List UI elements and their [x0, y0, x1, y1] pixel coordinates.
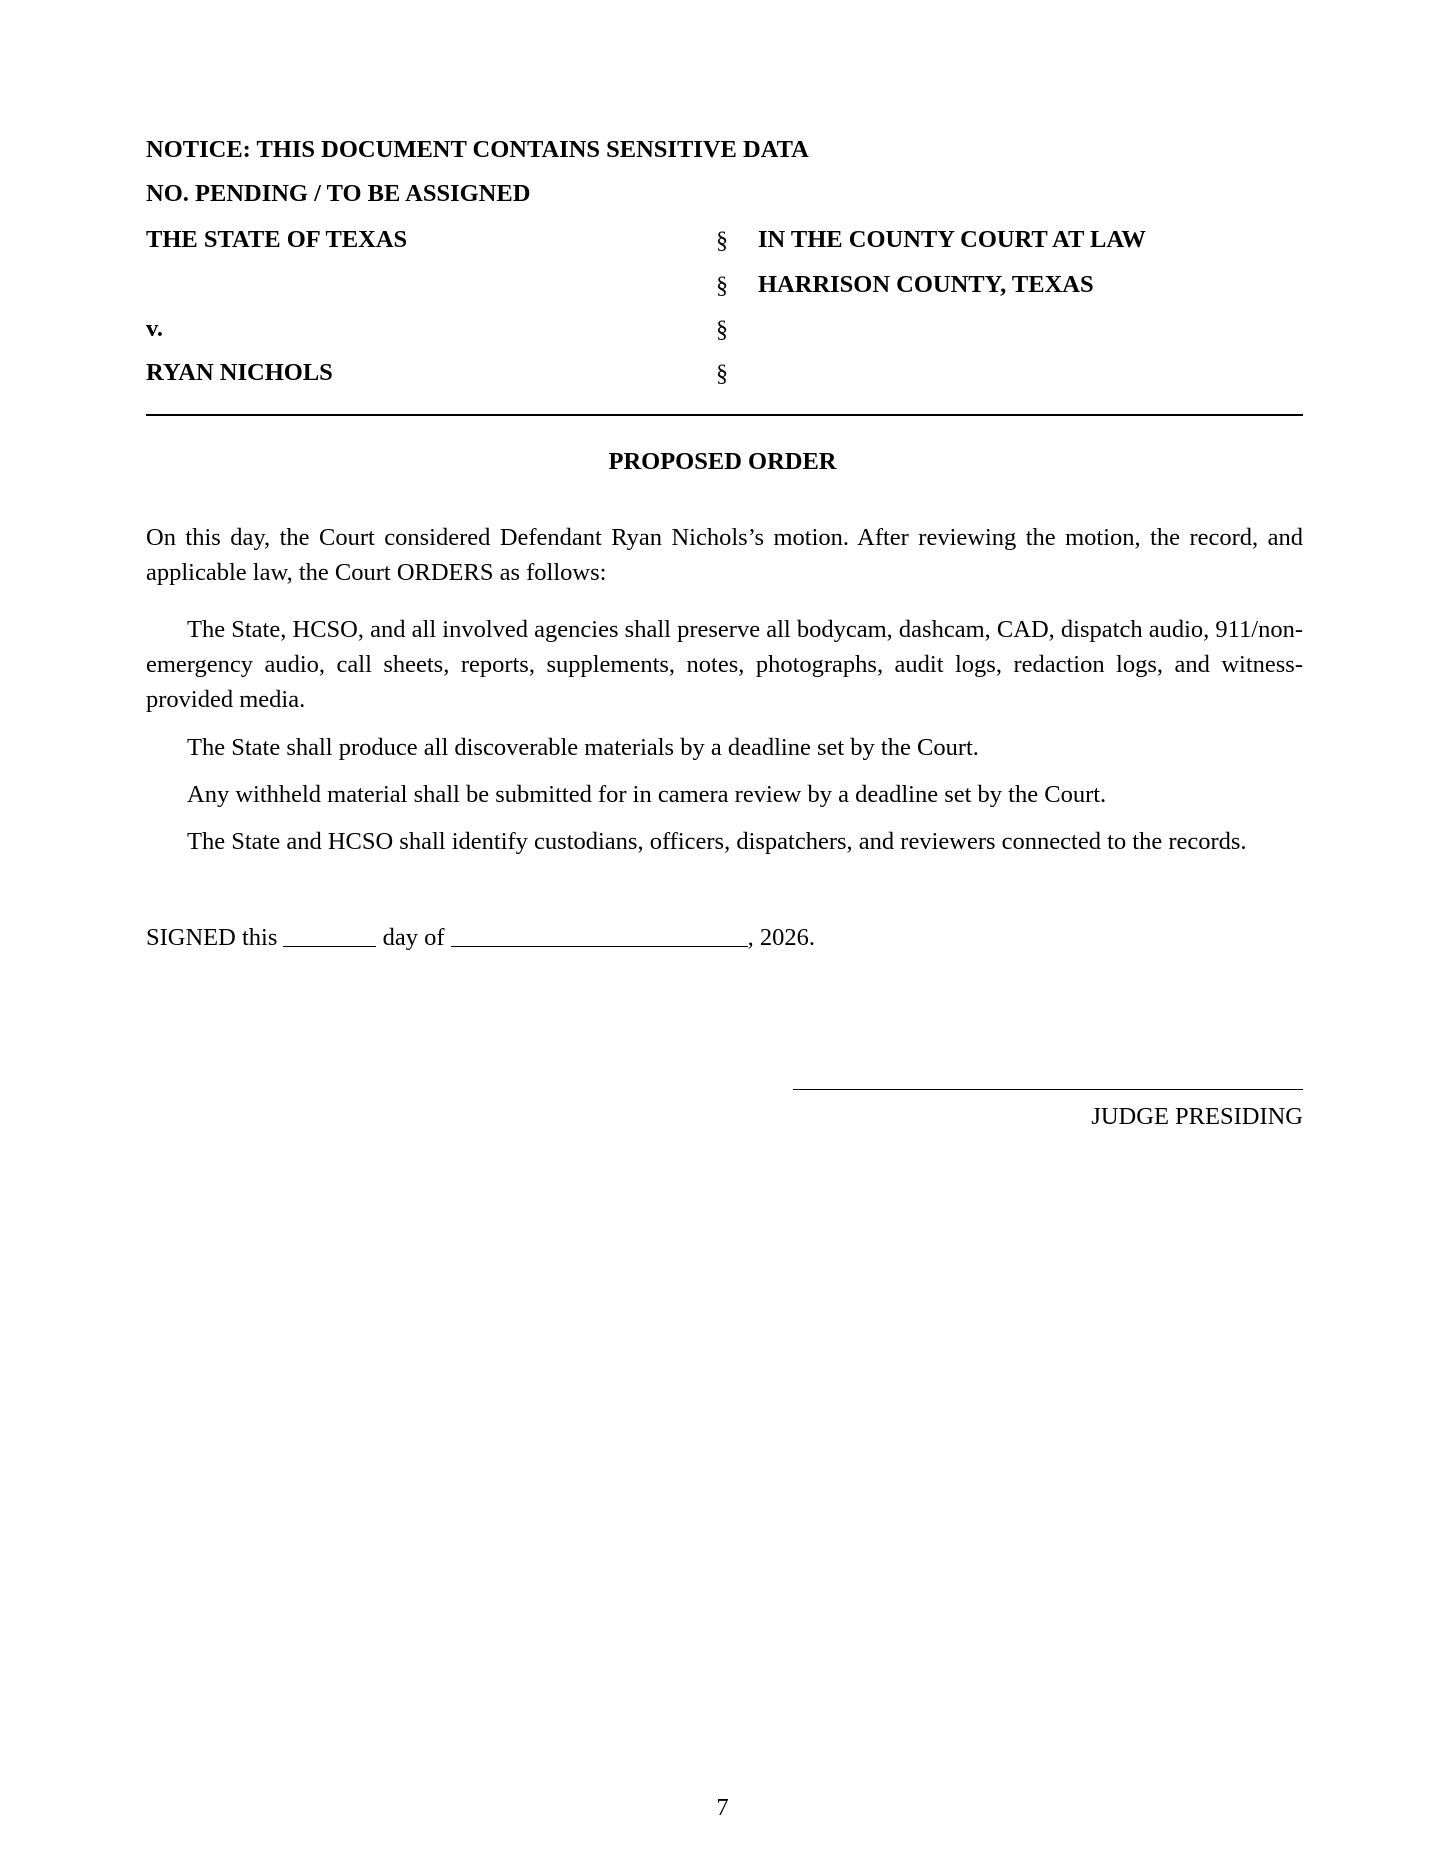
caption-versus: v.: [146, 315, 164, 342]
signed-prefix: SIGNED this: [146, 924, 278, 951]
day-of-text: day of: [382, 924, 445, 951]
month-blank: [451, 945, 748, 947]
document-title: PROPOSED ORDER: [608, 448, 837, 475]
caption-county: HARRISON COUNTY, TEXAS: [758, 271, 1094, 298]
caption-defendant: RYAN NICHOLS: [146, 359, 333, 386]
order-paragraph: Any withheld material shall be submitted for in camera review by a deadline set by the Court.: [187, 781, 1107, 808]
caption-plaintiff: THE STATE OF TEXAS: [146, 226, 408, 253]
section-symbol: §: [716, 273, 728, 299]
page-number: 7: [716, 1794, 729, 1821]
section-symbol: §: [716, 228, 728, 254]
case-number: NO. PENDING / TO BE ASSIGNED: [146, 180, 531, 207]
signed-line: [146, 923, 815, 953]
intro-paragraph: On this day, the Court considered Defendant Ryan Nichols’s motion. After reviewing the motion, the record, and applicable law, the Court ORDERS as follows:: [146, 524, 1303, 586]
day-blank: [283, 945, 376, 947]
caption-divider: [146, 414, 1303, 416]
section-symbol: §: [716, 361, 728, 387]
caption-court: IN THE COUNTY COURT AT LAW: [758, 226, 1146, 253]
year-suffix: , 2026.: [747, 924, 816, 951]
order-paragraph: The State and HCSO shall identify custodians, officers, dispatchers, and reviewers connected to the records.: [187, 828, 1247, 855]
order-paragraph: The State, HCSO, and all involved agencies shall preserve all bodycam, dashcam, CAD, dispatch audio, 911/non-emergency audio, call sheets, reports, supplements, notes, photographs, audit logs, redaction logs, and witness-provided media.: [146, 616, 1303, 713]
section-symbol: §: [716, 317, 728, 343]
signature-line: [793, 1089, 1303, 1090]
judge-label: JUDGE PRESIDING: [1091, 1103, 1303, 1130]
notice-line: NOTICE: THIS DOCUMENT CONTAINS SENSITIVE DATA: [146, 136, 809, 163]
order-paragraph: The State shall produce all discoverable materials by a deadline set by the Court.: [187, 734, 979, 761]
